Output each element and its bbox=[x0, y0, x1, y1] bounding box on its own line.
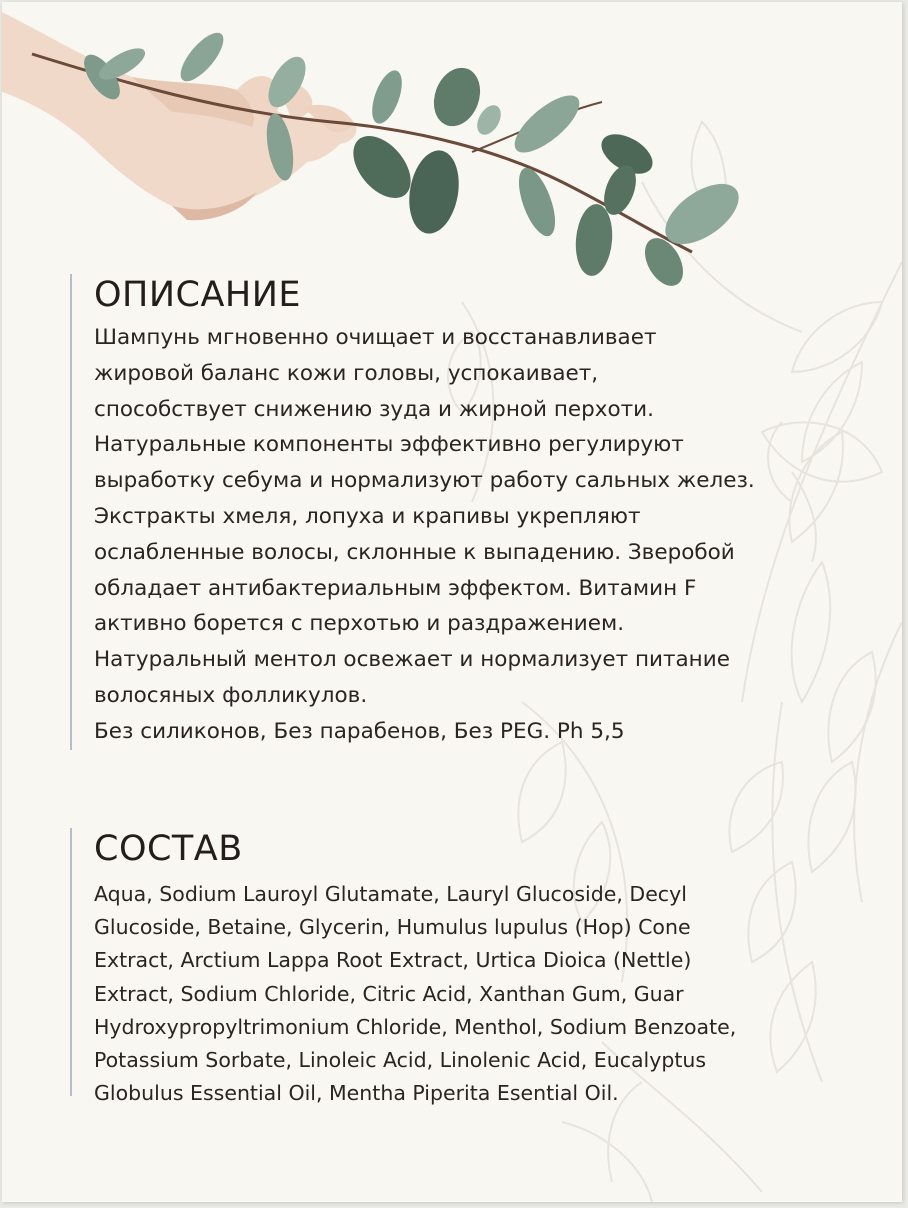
description-line: активно борется с перхотью и раздражением. bbox=[94, 611, 625, 637]
composition-text bbox=[94, 878, 854, 1110]
description-line: жировой баланс кожи головы, успокаивает, bbox=[94, 360, 599, 386]
description-line: Без силиконов, Без парабенов, Без PEG. Ph 5,5 bbox=[94, 718, 625, 744]
composition-line: Potassium Sorbate, Linoleic Acid, Linolenic Acid, Eucalyptus bbox=[94, 1048, 707, 1073]
composition-heading: СОСТАВ bbox=[94, 829, 243, 869]
composition-line: Extract, Sodium Chloride, Citric Acid, Xanthan Gum, Guar bbox=[94, 981, 684, 1006]
composition-line: Hydroxypropyltrimonium Chloride, Menthol, Sodium Benzoate, bbox=[94, 1014, 737, 1039]
description-line: Натуральные компоненты эффективно регулируют bbox=[94, 432, 684, 458]
description-line: Натуральный ментол освежает и нормализует питание bbox=[94, 647, 730, 673]
description-line: Шампунь мгновенно очищает и восстанавливает bbox=[94, 325, 657, 350]
composition-line: Extract, Arctium Lappa Root Extract, Urtica Dioica (Nettle) bbox=[94, 948, 692, 973]
composition-line: Globulus Essential Oil, Mentha Piperita Esential Oil. bbox=[94, 1081, 619, 1106]
description-line: обладает антибактериальным эффектом. Витамин F bbox=[94, 575, 697, 601]
description-line: ослабленные волосы, склонные к выпадению. Зверобой bbox=[94, 539, 735, 565]
description-line: выработку себума и нормализуют работу сальных желез. bbox=[94, 468, 755, 494]
description-section bbox=[70, 274, 854, 750]
hand-holding-eucalyptus-branch-image bbox=[2, 2, 762, 302]
description-heading: ОПИСАНИЕ bbox=[94, 275, 302, 315]
description-text bbox=[94, 320, 854, 750]
composition-section bbox=[70, 828, 854, 1106]
product-info-card bbox=[2, 2, 902, 1202]
composition-line: Aqua, Sodium Lauroyl Glutamate, Lauryl Glucoside, Decyl bbox=[94, 882, 687, 906]
composition-line: Glucoside, Betaine, Glycerin, Humulus lupulus (Hop) Cone bbox=[94, 915, 691, 940]
description-line: способствует снижению зуда и жирной перхоти. bbox=[94, 396, 654, 422]
description-line: Экстракты хмеля, лопуха и крапивы укрепляют bbox=[94, 503, 641, 529]
description-line: волосяных фолликулов. bbox=[94, 682, 368, 708]
